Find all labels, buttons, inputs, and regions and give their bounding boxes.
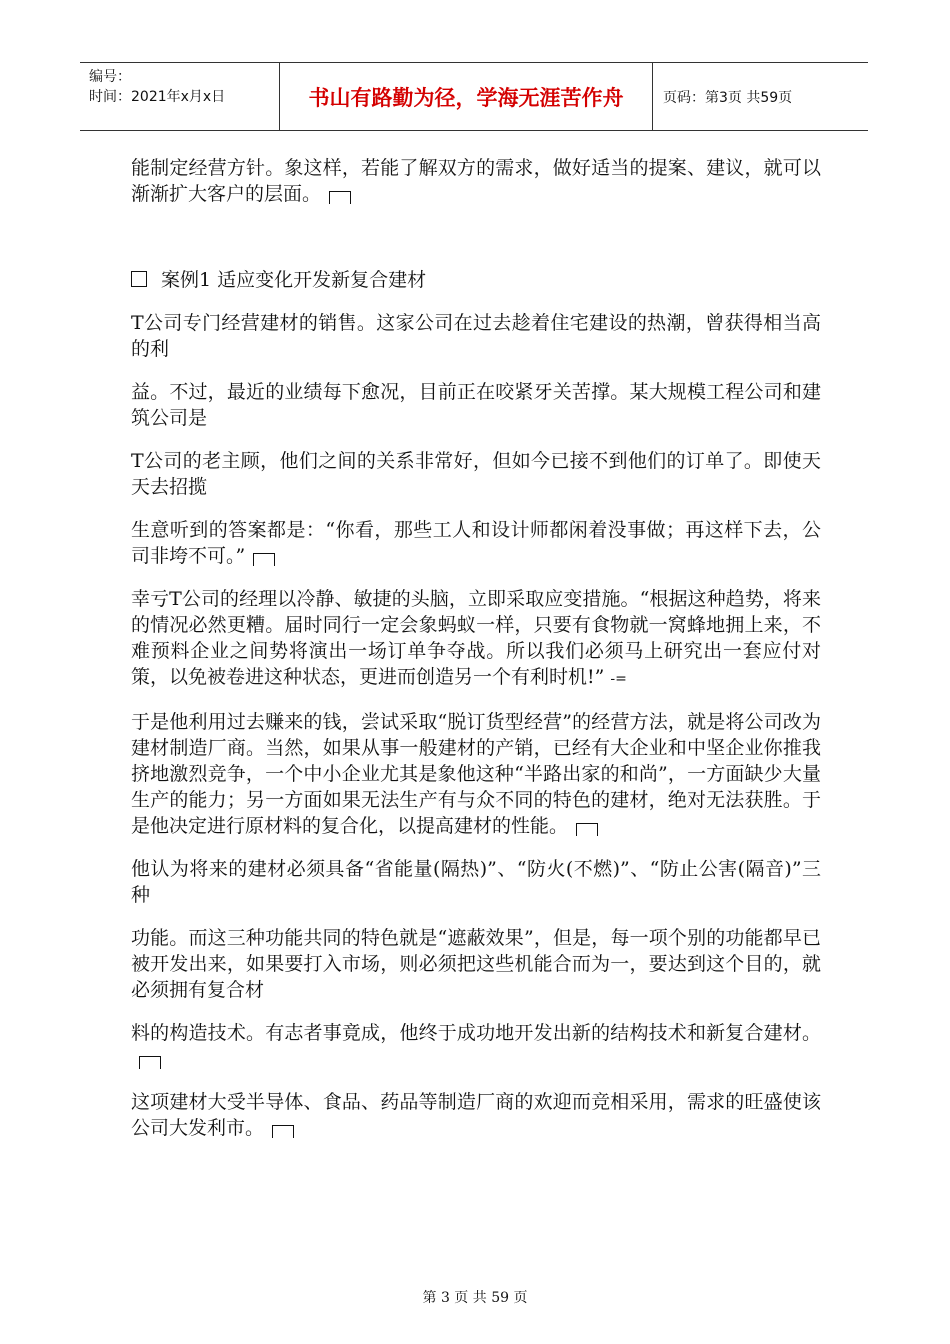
checkbox-square-icon xyxy=(131,271,147,287)
document-body xyxy=(131,155,821,1158)
paragraph: 生意听到的答案都是：“你看，那些工人和设计师都闲着没事做；再这样下去，公司非垮不可。” xyxy=(131,519,821,567)
paragraph: 功能。而这三种功能共同的特色就是“遮蔽效果”，但是，每一项个别的功能都早已被开发出来，如果要打入市场，则必须把这些机能合而为一，要达到这个目的，就必须拥有复合材 xyxy=(131,927,821,1001)
header-left-cell xyxy=(80,63,280,130)
return-mark-icon xyxy=(272,1125,294,1138)
paragraph: 幸亏T公司的经理以冷静、敏捷的头脑，立即采取应变措施。“根据这种趋势，将来的情况必然更糟。届时同行一定会象蚂蚁一样，只要有食物就一窝蜂地拥上来，不难预料企业之间势将演出一场订单争夺战。所以我们必须马上研究出一套应付对策，以免被卷进这种状态，更进而创造另一个有利时机!” -= xyxy=(131,586,821,692)
return-mark-icon xyxy=(253,553,275,566)
paragraph: T公司的老主顾，他们之间的关系非常好，但如今已接不到他们的订单了。即使天天去招揽 xyxy=(131,450,821,498)
paragraph: 能制定经营方针。象这样，若能了解双方的需求，做好适当的提案、建议，就可以渐渐扩大客户的层面。 xyxy=(131,157,821,205)
return-mark-icon xyxy=(139,1056,161,1069)
paragraph: 料的构造技术。有志者事竟成，他终于成功地开发出新的结构技术和新复合建材。 xyxy=(131,1020,821,1072)
number-label: 编号： xyxy=(89,69,131,85)
return-mark-icon xyxy=(329,191,351,204)
return-mark-icon xyxy=(576,823,598,836)
paragraph: 他认为将来的建材必须具备“省能量(隔热)”、“防火(不燃)”、“防止公害(隔音)”三种 xyxy=(131,858,821,906)
header-page-info: 页码：第3页 共59页 xyxy=(663,89,793,106)
page-footer: 第 3 页 共 59 页 xyxy=(422,1290,528,1306)
time-label: 时间：2021年x月x日 xyxy=(89,89,226,105)
paragraph: 益。不过，最近的业绩每下愈况，目前正在咬紧牙关苦撑。某大规模工程公司和建筑公司是 xyxy=(131,381,821,429)
paragraph: T公司专门经营建材的销售。这家公司在过去趁着住宅建设的热潮，曾获得相当高的利 xyxy=(131,312,821,360)
page-header xyxy=(80,62,868,131)
section-heading: 案例1 适应变化开发新复合建材 xyxy=(131,267,821,293)
header-motto: 书山有路勤为径，学海无涯苦作舟 xyxy=(280,63,653,130)
paragraph: 这项建材大受半导体、食品、药品等制造厂商的欢迎而竞相采用，需求的旺盛使该公司大发利市。 xyxy=(131,1091,821,1139)
equals-mark-icon: -= xyxy=(610,671,627,687)
paragraph: 于是他利用过去赚来的钱，尝试采取“脱订货型经营”的经营方法，就是将公司改为建材制造厂商。当然，如果从事一般建材的产销，已经有大企业和中坚企业你推我挤地激烈竞争，一个中小企业尤其是象他这种“半路出家的和尚”，一方面缺少大量生产的能力；另一方面如果无法生产有与众不同的特色的建材，绝对无法获胜。于是他决定进行原材料的复合化，以提高建材的性能。 xyxy=(131,711,821,837)
